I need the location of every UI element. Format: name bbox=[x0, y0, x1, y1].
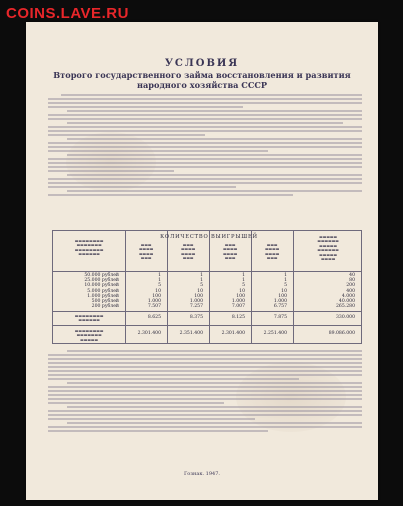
document-subtitle-line2: народного хозяйства СССР bbox=[136, 80, 268, 90]
table-row: 10.000 рублей 5 5 5 5 200 bbox=[84, 283, 355, 289]
document-subtitle-line1: Второго государственного займа восстановления и развития bbox=[53, 70, 351, 80]
totals-row: ▬▬▬▬▬▬▬▬ ▬▬▬▬▬▬ bbox=[53, 311, 361, 326]
watermark: COINS.LAVE.RU bbox=[6, 5, 129, 22]
table-row: 25.000 рублей 1 1 1 1 80 bbox=[84, 278, 355, 284]
lower-paragraphs bbox=[48, 348, 362, 434]
winnings-table: КОЛИЧЕСТВО ВЫИГРЫШЕЙ ▬▬▬▬▬▬▬▬ ▬▬▬▬▬▬▬ ▬▬▬▬▬▬▬▬ ▬▬▬▬▬▬ ▬▬▬ ▬▬▬▬ ▬▬▬▬ ▬▬▬ ▬▬▬ ▬▬▬▬ ▬▬▬▬ ▬▬▬ ▬▬▬ ▬▬▬▬ ▬▬▬▬ ▬▬▬ ▬▬▬ ▬▬▬▬ ▬▬▬▬ ▬▬▬ ▬▬▬▬▬ ▬▬▬▬▬▬ ▬▬▬▬▬ ▬▬▬▬▬▬ ▬▬▬▬▬ ▬▬▬▬ 50.000 рублей 1 1 1 1 40 25.000 рублей 1 1 1 1 80 10.000 рублей 5 5 5 5 200 5.000 рублей 10 10 10 10 400 1.000 рублей 100 100 100 100 4.000 500 рублей 1.000 1.000 1.000 1.000 40.000 200 рублей 7.507 7.257 7.007 6.757 265.280 8.625 8.375 8.125 7.875 330.000 2.301.400 2.351.400 2.301.400 2.251.400 89.086.000 ▬▬▬▬▬▬▬▬ ▬▬▬▬▬▬ ▬▬▬▬▬▬▬▬ ▬▬▬▬▬▬▬ ▬▬▬▬▬ bbox=[52, 230, 362, 344]
printer-imprint: Гознак. 1947. bbox=[184, 471, 220, 477]
table-row: 50.000 рублей 1 1 1 1 40 bbox=[84, 273, 355, 278]
sums-row: ▬▬▬▬▬▬▬▬ ▬▬▬▬▬▬▬ ▬▬▬▬▬ bbox=[53, 325, 361, 344]
table-row: 1.000 рублей 100 100 100 100 4.000 bbox=[87, 293, 355, 299]
bond-conditions-sheet bbox=[26, 22, 378, 500]
table-row: 200 рублей 7.507 7.257 7.007 6.757 265.280 bbox=[91, 304, 355, 310]
document-title: УСЛОВИЯ bbox=[164, 58, 240, 69]
table-header-title: КОЛИЧЕСТВО ВЫИГРЫШЕЙ bbox=[160, 234, 258, 240]
table-row: 500 рублей 1.000 1.000 1.000 1.000 40.000 bbox=[91, 299, 355, 304]
upper-paragraphs bbox=[48, 92, 362, 198]
table-row: 5.000 рублей 10 10 10 10 400 bbox=[87, 288, 355, 294]
